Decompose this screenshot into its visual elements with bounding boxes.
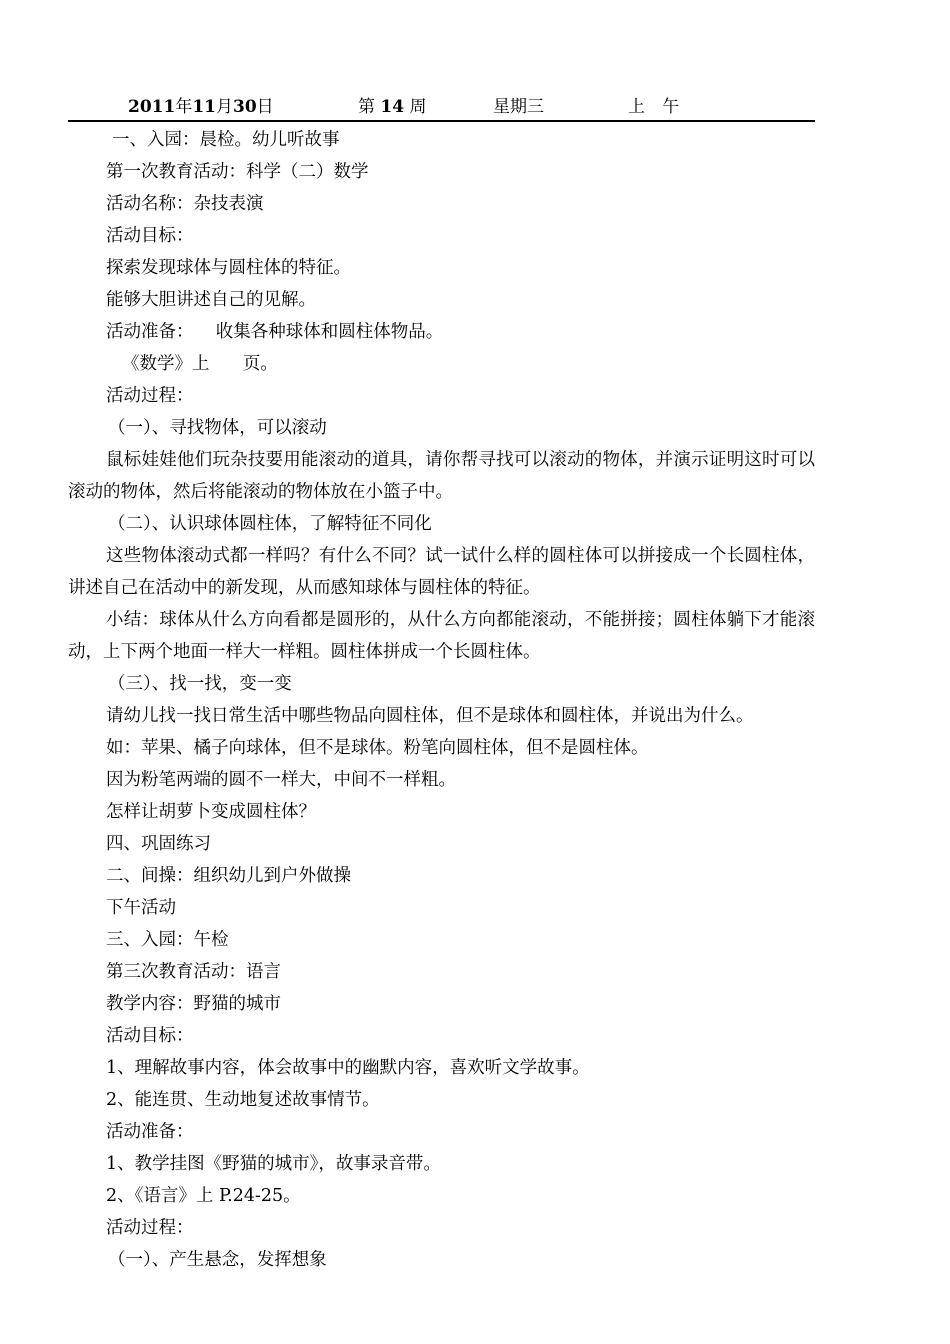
- text-line: 2、能连贯、生动地复述故事情节。: [106, 1090, 380, 1110]
- header-time-of-day: 上 午: [628, 97, 686, 117]
- text-line: 探索发现球体与圆柱体的特征。: [106, 258, 351, 278]
- text-line: 第一次教育活动：科学（二）数学: [106, 162, 369, 182]
- text-line: （一）、寻找物体，可以滚动: [108, 418, 327, 438]
- text-line: 如：苹果、橘子向球体，但不是球体。粉笔向圆柱体，但不是圆柱体。: [106, 738, 649, 758]
- header-week: [358, 96, 426, 118]
- header-weekday: 星期三: [493, 97, 544, 117]
- text-line: 活动过程：: [106, 386, 194, 406]
- text-paragraph: 鼠标娃娃他们玩杂技要用能滚动的道具，请你帮寻找可以滚动的物体，并演示证明这时可以滚动的物体，然后将能滚动的物体放在小篮子中。: [68, 450, 815, 502]
- header-week-suffix: 周: [409, 97, 427, 117]
- header-month-unit: 月: [216, 97, 233, 117]
- text-line: 三、入园：午检: [106, 930, 229, 950]
- text-line: 一、入园：晨检。幼儿听故事: [112, 130, 340, 150]
- header-week-number: 14: [380, 97, 405, 117]
- header-day-unit: 日: [256, 97, 274, 117]
- text-line: 请幼儿找一找日常生活中哪些物品向圆柱体，但不是球体和圆柱体，并说出为什么。: [106, 706, 754, 726]
- text-line: 能够大胆讲述自己的见解。: [106, 290, 316, 310]
- header-year: 2011: [128, 97, 176, 117]
- page-header: [68, 96, 815, 122]
- text-line: 活动目标：: [106, 1026, 194, 1046]
- text-line: 第三次教育活动：语言: [106, 962, 281, 982]
- text-paragraph: 这些物体滚动式都一样吗？有什么不同？试一试什么样的圆柱体可以拼接成一个长圆柱体，讲述自己在活动中的新发现，从而感知球体与圆柱体的特征。: [68, 546, 815, 598]
- text-line: 活动过程：: [106, 1218, 194, 1238]
- text-line: 教学内容：野猫的城市: [106, 994, 281, 1014]
- text-line: （二）、认识球体圆柱体，了解特征不同化: [108, 514, 432, 534]
- header-day: 30: [233, 97, 257, 117]
- text-line: 下午活动: [106, 898, 176, 918]
- text-line: （一）、产生悬念，发挥想象: [108, 1250, 327, 1270]
- header-year-unit: 年: [175, 97, 193, 117]
- text-line: 活动目标：: [106, 226, 194, 246]
- text-line: 怎样让胡萝卜变成圆柱体？: [106, 802, 316, 822]
- text-line: 1、教学挂图《野猫的城市》，故事录音带。: [106, 1154, 441, 1174]
- header-month: 11: [192, 97, 216, 117]
- header-week-prefix: 第: [358, 97, 375, 117]
- text-line: （三）、找一找，变一变: [108, 674, 292, 694]
- text-line: 因为粉笔两端的圆不一样大，中间不一样粗。: [106, 770, 456, 790]
- text-line: 四、巩固练习: [106, 834, 211, 854]
- text-line: 活动名称：杂技表演: [106, 194, 264, 214]
- text-line: 1、理解故事内容，体会故事中的幽默内容，喜欢听文学故事。: [106, 1058, 590, 1078]
- text-line: 活动准备：: [106, 1122, 194, 1142]
- text-line: 《数学》上 页。: [122, 354, 278, 374]
- text-paragraph: 小结：球体从什么方向看都是圆形的，从什么方向都能滚动，不能拼接；圆柱体躺下才能滚动，上下两个地面一样大一样粗。圆柱体拼成一个长圆柱体。: [68, 610, 815, 662]
- document-body: [68, 124, 815, 1276]
- text-line: 2、《语言》上 P.24-25。: [106, 1186, 301, 1206]
- text-line: 二、间操：组织幼儿到户外做操: [106, 866, 351, 886]
- text-line: 活动准备： 收集各种球体和圆柱体物品。: [106, 322, 444, 342]
- header-date: [128, 96, 274, 118]
